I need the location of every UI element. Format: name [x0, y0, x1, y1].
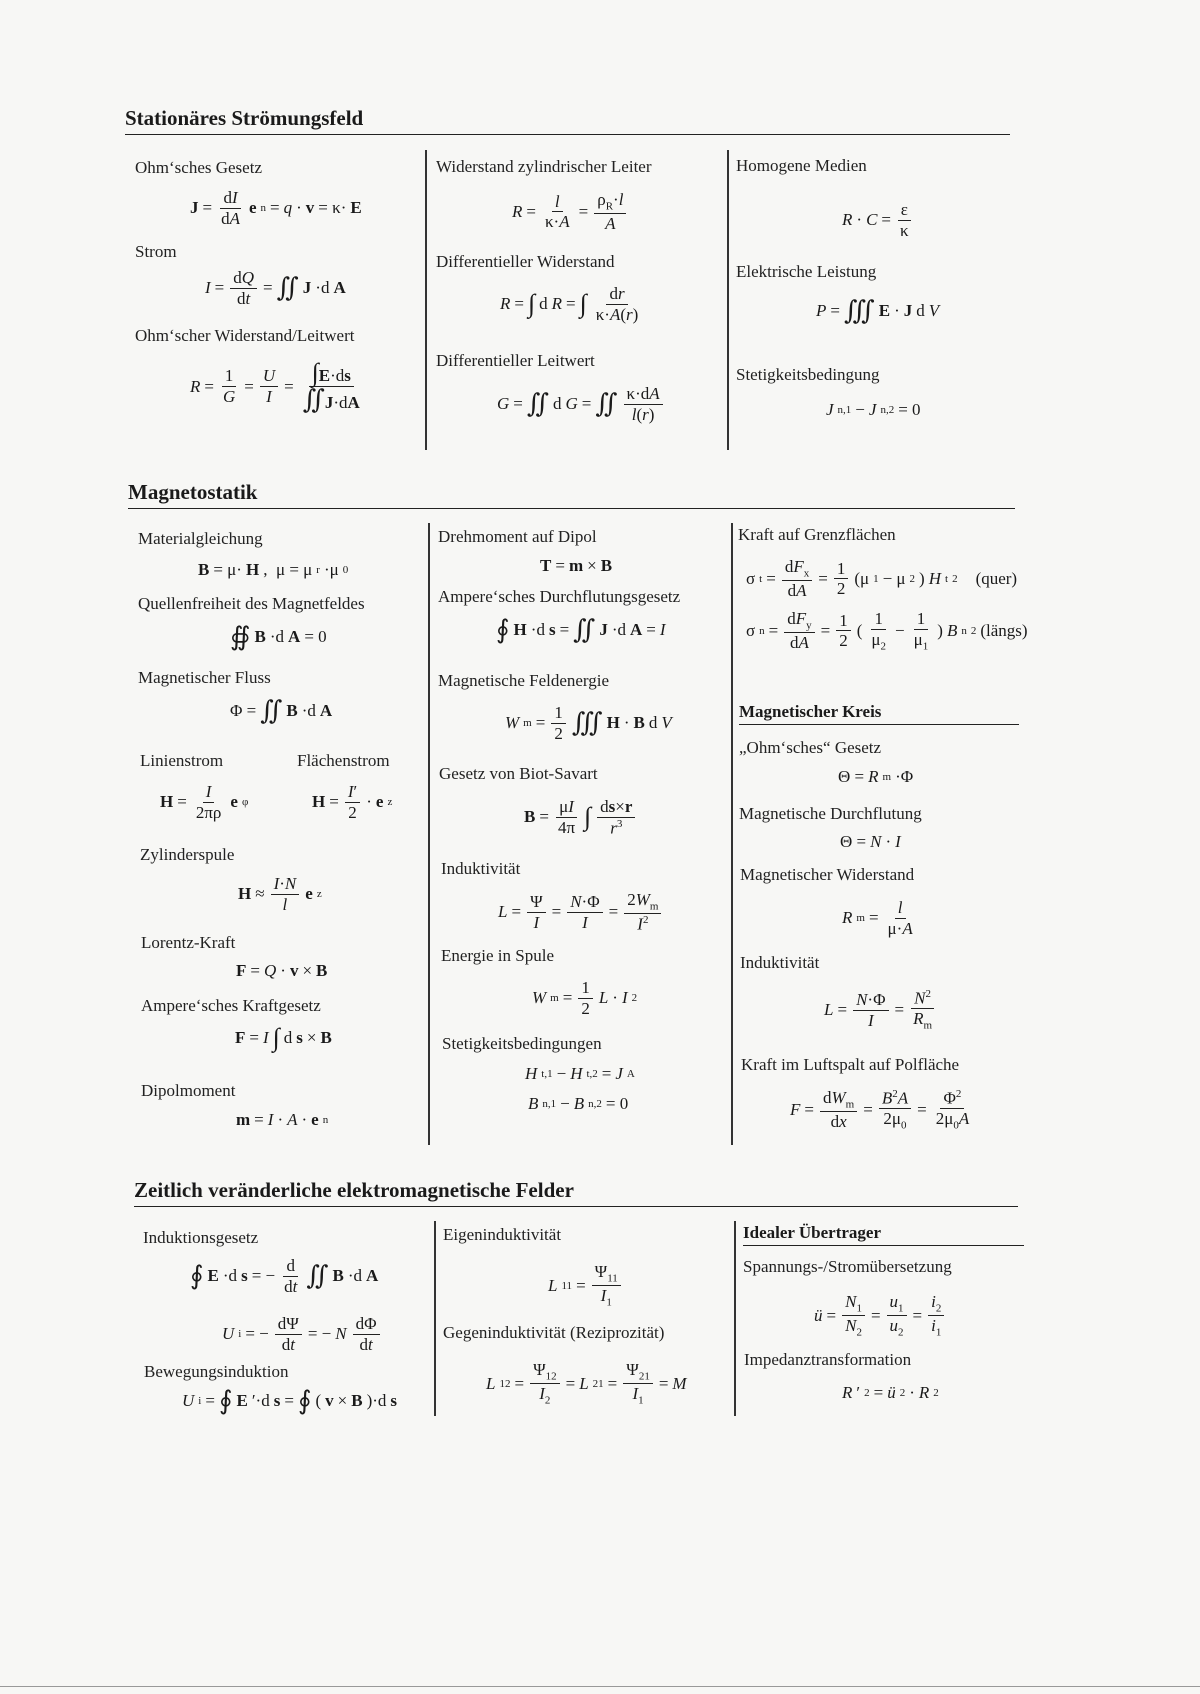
formula-dipolmoment: m = I · A · e n — [236, 1110, 329, 1129]
label-ohm-kreis: „Ohm‘sches“ Gesetz — [739, 738, 882, 757]
formula-induktivitaet2: L = $\frac{N\cdot\Phi}{I}$ = $\frac{N^2}{R_m}$ — [824, 988, 933, 1032]
column-divider — [434, 1221, 436, 1416]
formula-ohm-kreis: Θ = R m ·Φ — [838, 767, 914, 786]
label-ohmsches-gesetz: Ohm‘sches Gesetz — [135, 158, 262, 177]
label-linienstrom: Linienstrom — [140, 751, 224, 770]
formula-biot-savart: B = $\frac{\mu I}{4\pi}$ ∫ $\frac{ds\times r}{r^3}$ — [524, 797, 637, 838]
formula-magn-fluss: Φ = ∬ B ·d A — [230, 696, 333, 725]
label-elektr-leistung: Elektrische Leistung — [736, 262, 877, 281]
formula-kraft-luftspalt: F = $\frac{dW_m}{dx}$ = $\frac{B^2A}{2\mu_0}$ = $\frac{\Phi^2}{2\mu_0A}$ — [790, 1088, 970, 1132]
formula-eigeninduktivitaet: L 11 = $\frac{\Psi_{11}}{I_1}$ — [548, 1262, 623, 1309]
label-strom: Strom — [135, 242, 177, 261]
label-stetigkeit1: Stetigkeitsbedingung — [736, 365, 880, 384]
formula-bewegungsinduktion: U i = ∮ E ′·d s = ∮ ( v × B )·d s — [182, 1386, 398, 1415]
label-ampere-durchflutung: Ampere‘sches Durchflutungsgesetz — [438, 587, 681, 606]
formula-magn-feldenergie: W m = $\frac{1}{2}$ ∭ H · B d V — [505, 703, 672, 743]
column-divider — [731, 523, 733, 1145]
label-induktivitaet: Induktivität — [441, 859, 521, 878]
formula-zylinderspule: H ≈ $\frac{I\cdot N}{l}$ e z — [238, 874, 322, 914]
scan-edge-line — [0, 1686, 1200, 1687]
formula-induktivitaet: L = $\frac{\Psi}{I}$ = $\frac{N\cdot\Phi}{I}$ = $\frac{2W_m}{I^2}$ — [498, 890, 663, 934]
formula-homogene-medien: R · C = $\frac{\varepsilon}{\kappa}$ — [842, 200, 914, 240]
formula-ohmsches-gesetz: J = $\frac{dI}{dA}$ e n = q · v = κ· E — [190, 188, 362, 228]
label-biot-savart: Gesetz von Biot-Savart — [439, 764, 598, 783]
formula-induktionsgesetz-2: U i = − $\frac{d\Psi}{dt}$ = − N $\frac{d\Phi}{dt}$ — [222, 1314, 382, 1354]
label-induktionsgesetz: Induktionsgesetz — [143, 1228, 259, 1247]
section-title-stationaer: Stationäres Strömungsfeld — [125, 106, 1010, 135]
formula-quellenfreiheit: ∯ B ·d A = 0 — [230, 622, 327, 651]
formula-lorentz: F = Q · v × B — [236, 961, 328, 980]
formula-materialgleichung: B = μ· H , μ = μ r ·μ 0 — [198, 560, 349, 579]
formula-drehmoment: T = m × B — [540, 556, 613, 575]
formula-diff-leitwert: G = ∬ d G = ∬ $\frac{\kappa\cdot dA}{l(r)}$ — [497, 384, 665, 424]
label-gegeninduktivitaet: Gegeninduktivität (Reziprozität) — [443, 1323, 665, 1342]
column-divider — [727, 150, 729, 450]
label-diff-widerstand: Differentieller Widerstand — [436, 252, 615, 271]
formula-elektr-leistung: P = ∭ E · J d V — [816, 296, 940, 325]
formula-energie-spule: W m = $\frac{1}{2}$ L · I 2 — [532, 978, 638, 1018]
label-kraft-grenz: Kraft auf Grenzflächen — [738, 525, 896, 544]
label-laengs: (längs) — [980, 620, 1028, 640]
formula-linienstrom: H = $\frac{I}{2\pi\rho}$ e φ — [160, 782, 249, 822]
label-quer: (quer) — [975, 568, 1018, 588]
formula-ohmscher-widerstand: R = $\frac{1}{G}$ = $\frac{U}{I}$ = $\frac{\int E\cdot ds}{∬J\cdot dA}$ — [190, 358, 360, 414]
formula-magn-durchflutung: Θ = N · I — [840, 832, 901, 851]
label-materialgleichung: Materialgleichung — [138, 529, 263, 548]
label-drehmoment: Drehmoment auf Dipol — [438, 527, 597, 546]
label-magn-widerstand: Magnetischer Widerstand — [740, 865, 915, 884]
formula-stetigkeit1: J n,1 − J n,2 = 0 — [826, 400, 921, 419]
label-magn-feldenergie: Magnetische Feldenergie — [438, 671, 610, 690]
column-divider — [425, 150, 427, 450]
section-title-magnetostatik: Magnetostatik — [128, 480, 1015, 509]
formula-induktionsgesetz: ∮ E ·d s = − $\frac{d}{dt}$ ∬ B ·d A — [190, 1256, 379, 1296]
label-impedanz: Impedanztransformation — [744, 1350, 912, 1369]
formula-widerstand-zyl: R = $\frac{l}{\kappa\cdot A}$ = $\frac{\rho_R\cdot l}{A}$ — [512, 190, 628, 234]
formula-ampere-durchflutung: ∮ H ·d s = ∬ J ·d A = I — [496, 615, 666, 644]
formula-ampere-kraft: F = I ∫ d s × B — [235, 1023, 332, 1052]
label-dipolmoment: Dipolmoment — [141, 1081, 236, 1100]
label-ampere-kraft: Ampere‘sches Kraftgesetz — [141, 996, 321, 1015]
formula-stetigkeit2-h: H t,1 − H t,2 = J A — [525, 1064, 635, 1083]
label-widerstand-zyl: Widerstand zylindrischer Leiter — [436, 157, 652, 176]
formula-strom: I = $\frac{dQ}{dt}$ = ∬ J ·d A — [205, 268, 346, 308]
label-ohmscher-widerstand: Ohm‘scher Widerstand/Leitwert — [135, 326, 355, 345]
label-energie-spule: Energie in Spule — [441, 946, 554, 965]
formula-stetigkeit2-b: B n,1 − B n,2 = 0 — [528, 1094, 629, 1113]
formula-kraft-quer: σ t = $\frac{dF_x}{dA}$ = $\frac{1}{2}$ (μ 1 − μ 2 ) H t 2 (quer) — [746, 557, 1018, 601]
label-eigeninduktivitaet: Eigeninduktivität — [443, 1225, 562, 1244]
label-lorentz: Lorentz-Kraft — [141, 933, 236, 952]
formula-gegeninduktivitaet: L 12 = $\frac{\Psi_{12}}{I_2}$ = L 21 = $\frac{\Psi_{21}}{I_1}$ = M — [486, 1360, 687, 1407]
label-spannungs-strom: Spannungs-/Stromübersetzung — [743, 1257, 952, 1276]
formula-kraft-laengs: σ n = $\frac{dF_y}{dA}$ = $\frac{1}{2}$ ( $\frac{1}{\mu_2}$ − $\frac{1}{\mu_1}$ ) B n 2 (längs) — [746, 609, 1028, 653]
subheading-idealer-uebertrager: Idealer Übertrager — [743, 1223, 1024, 1246]
label-homogene-medien: Homogene Medien — [736, 156, 867, 175]
label-diff-leitwert: Differentieller Leitwert — [436, 351, 595, 370]
label-flaechenstrom: Flächenstrom — [297, 751, 390, 770]
formula-flaechenstrom: H = $\frac{I'}{2}$ · e z — [312, 782, 393, 822]
section-title-zeitlich: Zeitlich veränderliche elektromagnetische Felder — [134, 1178, 1018, 1207]
label-bewegungsinduktion: Bewegungsinduktion — [144, 1362, 289, 1381]
column-divider — [428, 523, 430, 1145]
label-zylinderspule: Zylinderspule — [140, 845, 235, 864]
formula-magn-widerstand: R m = $\frac{l}{\mu\cdot A}$ — [842, 898, 913, 938]
label-magn-durchflutung: Magnetische Durchflutung — [739, 804, 922, 823]
formula-impedanz: R ′ 2 = ü 2 · R 2 — [842, 1383, 939, 1402]
label-stetigkeit2: Stetigkeitsbedingungen — [442, 1034, 602, 1053]
formula-spannungs-strom: ü = $\frac{N_1}{N_2}$ = $\frac{u_1}{u_2}$ = $\frac{i_2}{i_1}$ — [814, 1292, 946, 1339]
subheading-magn-kreis: Magnetischer Kreis — [739, 702, 1019, 725]
column-divider — [734, 1221, 736, 1416]
label-magn-fluss: Magnetischer Fluss — [138, 668, 271, 687]
label-kraft-luftspalt: Kraft im Luftspalt auf Polfläche — [741, 1055, 960, 1074]
label-induktivitaet2: Induktivität — [740, 953, 820, 972]
label-quellenfreiheit: Quellenfreiheit des Magnetfeldes — [138, 594, 365, 613]
formula-diff-widerstand: R = ∫ d R = ∫ $\frac{dr}{\kappa\cdot A(r)}$ — [500, 284, 639, 324]
